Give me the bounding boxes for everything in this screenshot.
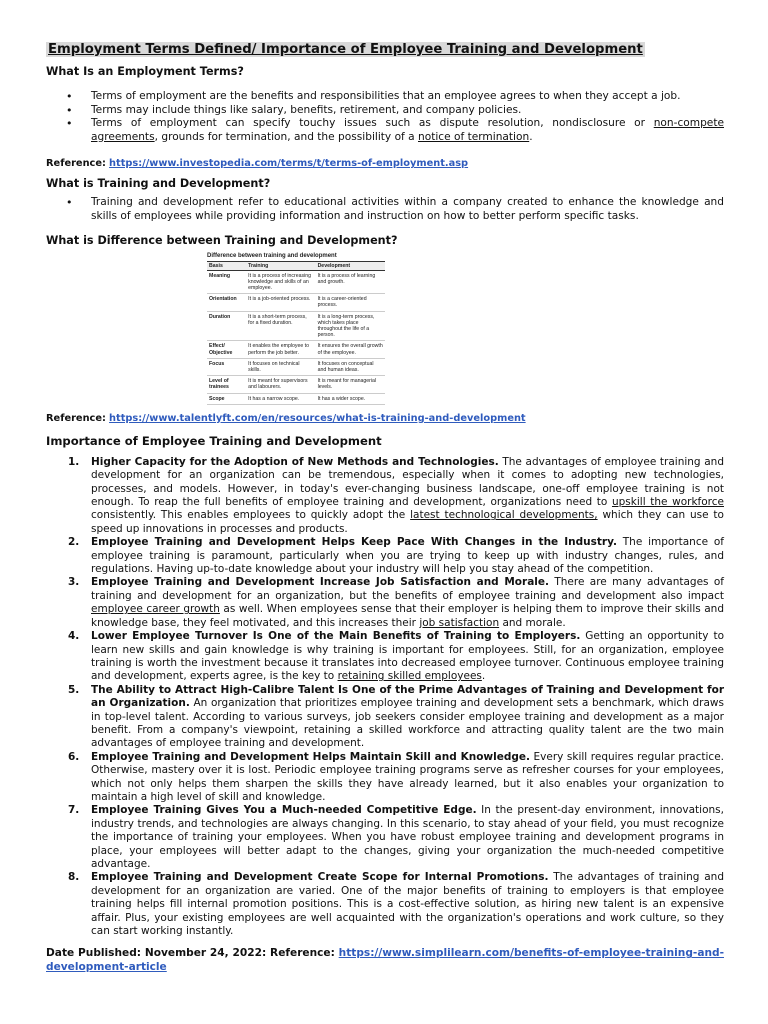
table-row: Duration It is a short-term process, for a fixed duration. It is a long-term process, which takes place throughout the life of a person. [207, 311, 385, 341]
list-item: 2. Employee Training and Development Helps Keep Pace With Changes in the Industry. The importance of employee training is paramount, particularly when you are trying to keep up with industry changes, rules, and regulations. Having up-to-date knowledge about your industry will help you stay ahead of the competition. [68, 536, 724, 576]
list-item: 4. Lower Employee Turnover Is One of the Main Benefits of Training to Employers. Getting an opportunity to learn new skills and gain knowledge is why training is important for employees. Still, for an organization, employee training is worth the investment because it translates into decreased employee turnover. Continuous employee training and development, experts agree, is the key to retaining skilled employees. [68, 630, 724, 683]
document-title: Employment Terms Defined/ Importance of Employee Training and Development [48, 42, 643, 57]
table-row: Level of trainees It is meant for supervisors and labourers. It is meant for managerial levels. [207, 376, 385, 393]
column-header: Training [246, 261, 315, 270]
table-row: Effect/ Objective It enables the employee to perform the job better. It ensures the overall growth of the employee. [207, 341, 385, 358]
training-definition-list [46, 196, 724, 223]
table-row: Meaning It is a process of increasing knowledge and skills of an employee. It is a process of learning and growth. [207, 270, 385, 294]
latest-tech-link[interactable]: latest technological developments, [410, 509, 598, 522]
section-heading-difference: What is Difference between Training and Development? [46, 233, 398, 247]
difference-table-figure [207, 253, 385, 405]
list-item: • Terms of employment can specify touchy issues such as dispute resolution, nondisclosure or non-compete agreements, grounds for termination, and the possibility of a notice of termination. [46, 117, 724, 144]
job-satisfaction-link[interactable]: job satisfaction [419, 616, 500, 629]
upskill-workforce-link[interactable]: upskill the workforce [611, 496, 724, 509]
column-header: Development [316, 261, 385, 270]
investopedia-link[interactable]: https://www.investopedia.com/terms/t/terms-of-employment.asp [109, 158, 469, 170]
footer-reference: Date Published: November 24, 2022: Reference: https://www.simplilearn.com/benefits-of-employee-training-and-development-article [46, 947, 724, 974]
section-heading-employment-terms: What Is an Employment Terms? [46, 65, 244, 78]
list-item: 3. Employee Training and Development Increase Job Satisfaction and Morale. There are many advantages of training and development for an organization, but the benefits of employee training and development also impact employee career growth as well. When employees sense that their employer is helping them to improve their skills and knowledge base, they feel motivated, and this increases their job satisfaction and morale. [68, 576, 724, 629]
list-item: 1. Higher Capacity for the Adoption of New Methods and Technologies. The advantages of employee training and development for an organization can be tremendous, especially when it comes to adopting new technologies, processes, and models. However, in today's ever-changing business landscape, one-off employee training is not enough. To reap the full benefits of employee training and development, organizations need to upskill the workforce consistently. This enables employees to quickly adopt the latest technological developments, which they can use to speed up innovations in processes and products. [68, 455, 724, 535]
notice-of-termination-link[interactable]: notice of termination [418, 130, 530, 143]
non-compete-link[interactable]: non-compete agreements [91, 117, 724, 143]
table-row: Scope It has a narrow scope. It has a wider scope. [207, 393, 385, 404]
difference-table [207, 261, 385, 405]
employment-terms-list [46, 90, 724, 144]
section-heading-training-development: What is Training and Development? [46, 177, 271, 191]
list-item: 8. Employee Training and Development Create Scope for Internal Promotions. The advantages of training and development for an organization are varied. One of the major benefits of training to employers is that employee training helps fill internal promotion positions. This is a cost-effective solution, as hiring new talent is an expensive affair. Plus, your existing employees are well acquainted with the organization's operations and work culture, so they can start working instantly. [68, 871, 725, 938]
reference-investopedia: Reference: https://www.investopedia.com/terms/t/terms-of-employment.asp [46, 158, 469, 170]
talentlyft-link[interactable]: https://www.talentlyft.com/en/resources/what-is-training-and-development [109, 412, 526, 424]
list-item: • Terms may include things like salary, benefits, retirement, and company policies. [46, 104, 724, 118]
list-item: 7. Employee Training Gives You a Much-needed Competitive Edge. In the present-day environment, innovations, industry trends, and technologies are always changing. In this scenario, to stay ahead of your field, you must recognize the importance of training your employees. When you have robust employee training and development programs in place, your employees will better adapt to the changes, giving your organization the much-needed competitive advantage. [68, 804, 724, 870]
column-header: Basis [207, 261, 246, 270]
table-row: Orientation It is a job-oriented process. It is a career-oriented process. [207, 294, 385, 311]
simplilearn-link[interactable]: https://www.simplilearn.com/benefits-of-employee-training-and-development-article [46, 947, 724, 974]
retaining-employees-link[interactable]: retaining skilled employees [337, 670, 482, 683]
career-growth-link[interactable]: employee career growth [91, 603, 220, 616]
figure-caption: Difference between training and development [207, 252, 337, 259]
reference-talentlyft: Reference: https://www.talentlyft.com/en/resources/what-is-training-and-development [46, 412, 526, 424]
table-row: Focus It focuses on technical skills. It focuses on conceptual and human ideas. [207, 358, 385, 375]
list-item: 5. The Ability to Attract High-Calibre Talent Is One of the Prime Advantages of Training and Development for an Organization. An organization that prioritizes employee training and development sets a benchmark, which draws in top-level talent. According to various surveys, job seekers consider employee training and development as a major benefit. From a company's viewpoint, retaining a skilled workforce and attracting quality talent are the two main advantages of employee training and development. [68, 683, 724, 750]
importance-list [46, 456, 724, 939]
list-item: 6. Employee Training and Development Helps Maintain Skill and Knowledge. Every skill requires regular practice. Otherwise, mastery over it is lost. Periodic employee training programs serve as refresher courses for your employees, which not only helps them sharpen the skills they have already learned, but it also enables your organization to maintain a high level of skill and knowledge. [68, 750, 724, 803]
list-item: • Training and development refer to educational activities within a company created to enhance the knowledge and skills of employees while providing information and instruction on how to better perform specific tasks. [46, 196, 724, 223]
section-heading-importance: Importance of Employee Training and Development [46, 433, 382, 448]
list-item: • Terms of employment are the benefits and responsibilities that an employee agrees to when they accept a job. [46, 90, 724, 104]
